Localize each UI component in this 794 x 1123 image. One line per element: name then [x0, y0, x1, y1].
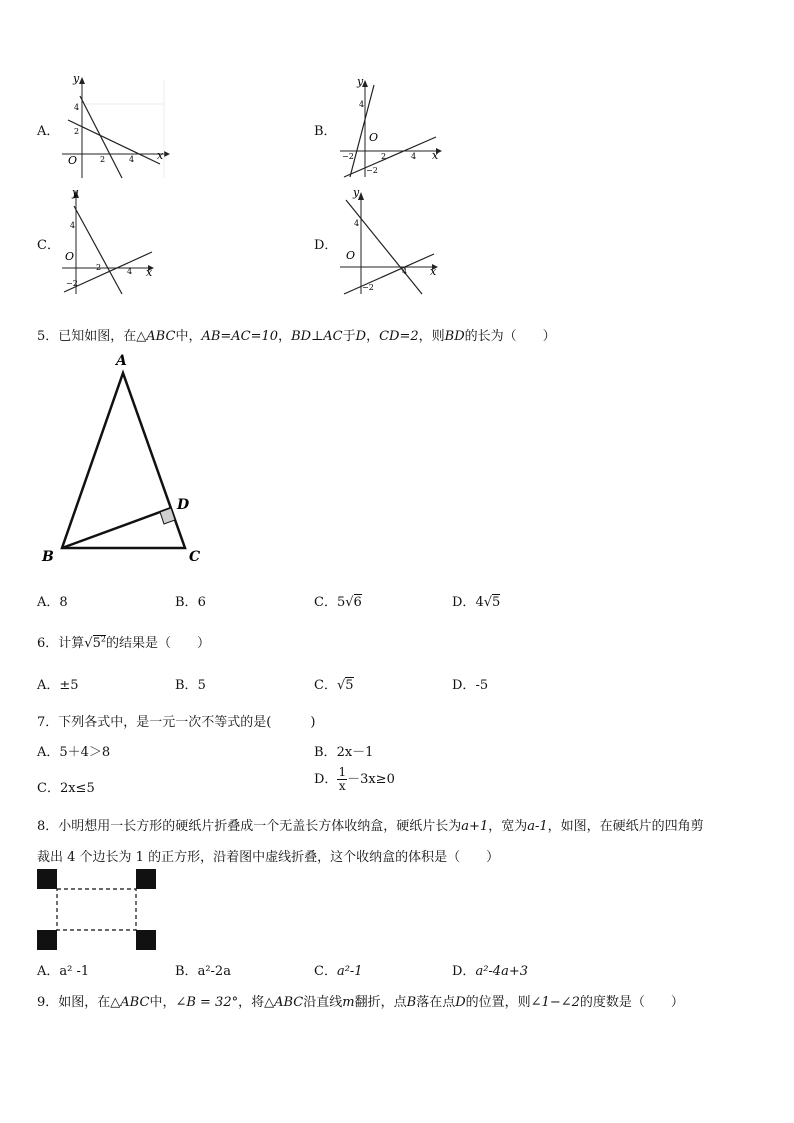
x-axis-arrow	[164, 151, 170, 157]
y-tick-neg2: −2	[366, 166, 378, 175]
option-a-label: A．	[37, 124, 60, 139]
line-shallow	[344, 137, 436, 177]
q7-choice-b[interactable]: B．2x－1	[314, 745, 374, 760]
x-label: x	[157, 149, 164, 162]
sqrt-symbol: √	[483, 595, 493, 610]
q7-choice-c[interactable]: C．2x≤5	[37, 781, 95, 796]
line-shallow	[344, 254, 434, 294]
graph-b	[336, 75, 446, 180]
option-d-label: D．	[314, 238, 338, 253]
q8-stem-line1: 8．小明想用一长方形的硬纸片折叠成一个无盖长方体收纳盒，硬纸片长为a+1，宽为a-1，如图，在硬纸片的四角剪	[37, 819, 704, 834]
q8-choice-c[interactable]: C．a²-1	[314, 964, 363, 979]
x-tick-4: 4	[129, 155, 135, 164]
corner-square-tl	[37, 869, 57, 889]
fraction: $\frac{1}{x}$	[338, 765, 347, 793]
q7-stem: 7．下列各式中，是一元一次不等式的是( )	[37, 715, 316, 730]
origin-label: O	[68, 154, 78, 167]
sqrt-symbol: √	[84, 636, 93, 651]
q6-choice-a[interactable]: A．±5	[37, 678, 79, 693]
y-label: y	[357, 75, 364, 88]
y-tick-2: 2	[74, 127, 80, 136]
corner-square-bl	[37, 930, 57, 950]
y-tick-neg2: −2	[66, 279, 78, 288]
box-net-figure	[36, 868, 161, 953]
line-steep	[346, 200, 422, 294]
y-tick-neg2: −2	[362, 283, 374, 292]
y-tick-4: 4	[359, 100, 365, 109]
q8-choice-d[interactable]: D．a²-4a+3	[452, 964, 528, 979]
q7-choice-d[interactable]: D． $\frac{1}{x}$ －3x≥0	[314, 765, 395, 793]
x-tick-2: 2	[96, 263, 102, 272]
x-label: x	[430, 265, 437, 278]
graph-a	[60, 72, 170, 180]
option-b-label: B．	[314, 124, 337, 139]
q5-stem: 5．已知如图，在△ABC中，AB=AC=10，BD⊥AC于D，CD=2，则BD的长为（ ）	[37, 329, 556, 344]
x-label: x	[146, 266, 153, 279]
vertex-b: B	[42, 549, 54, 565]
option-c-label: C．	[37, 238, 60, 253]
y-label: y	[73, 72, 80, 85]
q6-stem: 6．计算$√5^2$的结果是（ ）	[37, 634, 210, 651]
q5-choice-a[interactable]: A．8	[37, 595, 68, 610]
sqrt-symbol: √	[336, 678, 346, 693]
vertex-c: C	[189, 549, 201, 565]
origin-label: O	[346, 249, 356, 262]
corner-square-br	[136, 930, 156, 950]
fold-lines	[57, 889, 136, 930]
y-label: y	[72, 186, 79, 199]
y-tick-4: 4	[70, 221, 76, 230]
q5-choice-c[interactable]: C．5√6	[314, 595, 362, 610]
vertex-d: D	[177, 497, 190, 513]
q6-choice-b[interactable]: B．5	[175, 678, 206, 693]
x-tick-4: 4	[411, 152, 417, 161]
triangle-abc-figure	[30, 345, 220, 570]
x-tick-2: 2	[381, 152, 387, 161]
line-steep	[80, 96, 122, 178]
x-tick-4: 4	[127, 267, 133, 276]
y-tick-4: 4	[354, 219, 360, 228]
y-tick-4: 4	[74, 103, 80, 112]
origin-label: O	[65, 250, 75, 263]
line-steep	[74, 206, 122, 294]
corner-square-tr	[136, 869, 156, 889]
q9-stem: 9．如图，在△ABC中，∠B = 32°，将△ABC沿直线m翻折，点B落在点D的位置，则∠1−∠2的度数是（ ）	[37, 995, 684, 1010]
graph-c	[58, 184, 163, 296]
vertex-a: A	[116, 353, 127, 369]
sqrt-symbol: √	[345, 595, 354, 610]
q8-choice-a[interactable]: A．a² -1	[37, 964, 90, 979]
x-tick-neg2: −2	[342, 152, 354, 161]
x-tick-4: 4	[402, 267, 408, 276]
q8-stem-line2: 裁出 4 个边长为 1 的正方形，沿着图中虚线折叠，这个收纳盒的体积是（ ）	[37, 850, 500, 865]
q7-choice-a[interactable]: A．5＋4＞8	[37, 745, 111, 760]
origin-label: O	[369, 131, 379, 144]
y-label: y	[353, 186, 360, 199]
q6-choice-d[interactable]: D．-5	[452, 678, 489, 693]
x-label: x	[432, 149, 439, 162]
x-tick-2: 2	[100, 155, 106, 164]
graph-d	[336, 186, 446, 296]
q5-choice-d[interactable]: D．4√5	[452, 595, 501, 610]
q6-choice-c[interactable]: C．√5	[314, 678, 354, 693]
q5-choice-b[interactable]: B．6	[175, 595, 206, 610]
y-axis-arrow	[79, 77, 85, 84]
q8-choice-b[interactable]: B．a²-2a	[175, 964, 231, 979]
segment-bd	[62, 508, 171, 548]
